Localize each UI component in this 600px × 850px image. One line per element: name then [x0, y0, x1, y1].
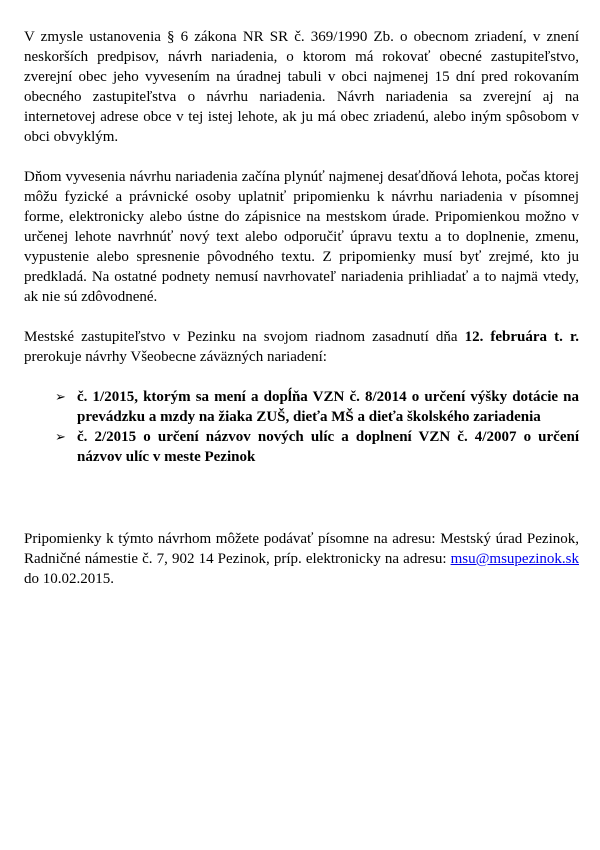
- paragraph-legal-basis: V zmysle ustanovenia § 6 zákona NR SR č. 369/1990 Zb. o obecnom zriadení, v znení neskorších predpisov, návrh nariadenia, o ktorom má rokovať obecné zastupiteľstvo, zverejní obec jeho vyvesením na úradnej tabuli v obci najmenej 15 dní pred rokovaním obecného zastupiteľstva o návrhu nariadenia. Návrh nariadenia sa zverejní aj na internetovej adrese obce v tej istej lehote, ak ju má obec zriadenú, alebo iným spôsobom v obci obvyklým.: [24, 29, 579, 145]
- council-meeting-text-end: prerokuje návrhy Všeobecne záväzných nariadení:: [24, 349, 327, 365]
- regulations-list: [24, 387, 579, 467]
- list-item: [55, 427, 579, 467]
- submission-text-start: Pripomienky k týmto návrhom môžete podávať písomne na adresu: Mestský úrad Pezinok, Radničné námestie č. 7, 902 14 Pezinok, príp. elektronicky na adresu:: [24, 531, 579, 567]
- paragraph-comment-period: Dňom vyvesenia návrhu nariadenia začína plynúť najmenej desaťdňová lehota, počas ktorej môžu fyzické a právnické osoby uplatniť pripomienku k návrhu nariadenia v písomnej forme, elektronicky alebo ústne do zápisnice na mestskom úrade. Pripomienkou možno v určenej lehote navrhnúť nový text alebo odporučiť úpravu textu a to doplnenie, zmenu, vypustenie alebo spresnenie pôvodného textu. Z pripomienky musí byť zrejmé, kto ju predkladá. Na ostatné podnety nemusí navrhovateľ nariadenia prihliadať a to najmä vtedy, ak nie sú zdôvodnené.: [24, 169, 579, 305]
- paragraph-submission-info: [24, 529, 579, 589]
- regulation-1-text: č. 1/2015, ktorým sa mení a dopĺňa VZN č. 8/2014 o určení výšky dotácie na prevádzku a mzdy na žiaka ZUŠ, dieťa MŠ a dieťa školského zariadenia: [77, 389, 579, 425]
- regulation-2-text: č. 2/2015 o určení názvov nových ulíc a doplnení VZN č. 4/2007 o určení názvov ulíc v meste Pezinok: [77, 429, 579, 465]
- submission-text-end: do 10.02.2015.: [24, 571, 114, 587]
- arrow-bullet-icon: ➢: [55, 429, 66, 444]
- meeting-date: 12. februára t. r.: [464, 329, 579, 345]
- document-page: [24, 27, 579, 589]
- list-item: [55, 387, 579, 427]
- council-meeting-text-start: Mestské zastupiteľstvo v Pezinku na svojom riadnom zasadnutí dňa: [24, 329, 465, 345]
- arrow-bullet-icon: ➢: [55, 389, 66, 404]
- email-link[interactable]: msu@msupezinok.sk: [450, 551, 579, 567]
- paragraph-council-meeting: [24, 327, 579, 367]
